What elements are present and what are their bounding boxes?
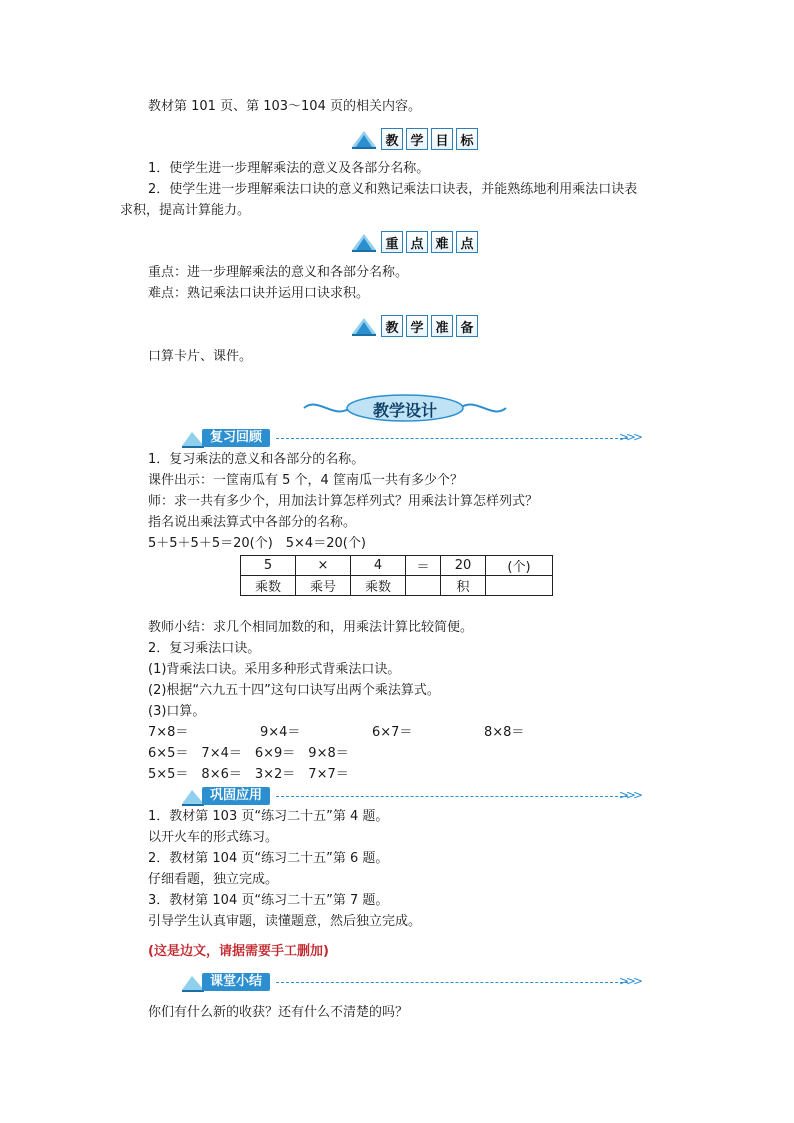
- practice-line: 3．教材第 104 页“练习二十五”第 7 题。: [148, 893, 389, 908]
- table-cell: ×: [296, 556, 351, 576]
- section-header-goals: [350, 126, 481, 152]
- table-cell: 积: [441, 576, 486, 596]
- review-line: 2．复习乘法口诀。: [148, 641, 261, 656]
- header-char: 准: [431, 315, 453, 337]
- table-cell: 乘号: [296, 576, 351, 596]
- header-char: 目: [431, 128, 453, 150]
- review-line: 指名说出乘法算式中各部分的名称。: [148, 515, 357, 530]
- section-header-key-points: [350, 229, 481, 255]
- section-review: [180, 428, 640, 450]
- practice-line: 1．教材第 103 页“练习二十五”第 4 题。: [148, 809, 389, 824]
- table-cell: 20: [441, 556, 486, 576]
- header-char: 难: [431, 231, 453, 253]
- calc-row: 5×5＝ 8×6＝ 3×2＝ 7×7＝: [148, 767, 349, 782]
- table-cell: (个): [486, 556, 553, 576]
- summary-line: 你们有什么新的收获？还有什么不清楚的吗？: [148, 1005, 409, 1020]
- section-summary: [180, 972, 640, 994]
- review-line: 教师小结：求几个相同加数的和，用乘法计算比较简便。: [148, 620, 474, 635]
- multiplication-parts-table: [240, 555, 553, 596]
- practice-line: 2．教材第 104 页“练习二十五”第 6 题。: [148, 851, 389, 866]
- table-cell: 5: [241, 556, 296, 576]
- review-line: (1)背乘法口诀。采用多种形式背乘法口诀。: [148, 662, 401, 677]
- header-char: 点: [406, 231, 428, 253]
- practice-line: 以开火车的形式练习。: [148, 830, 279, 845]
- practice-line: 仔细看题，独立完成。: [148, 872, 279, 887]
- review-line: 1．复习乘法的意义和各部分的名称。: [148, 452, 365, 467]
- table-cell: ＝: [406, 556, 441, 576]
- header-char: 学: [406, 315, 428, 337]
- table-cell: 乘数: [241, 576, 296, 596]
- header-char: 重: [381, 231, 403, 253]
- calc-item: 8×8＝: [484, 725, 525, 740]
- section-practice: [180, 786, 640, 808]
- prep-text: 口算卡片、课件。: [148, 349, 253, 364]
- book-icon: [350, 127, 378, 151]
- review-line: (2)根据“六九五十四”这句口诀写出两个乘法算式。: [148, 683, 440, 698]
- practice-line: 引导学生认真审题，读懂题意，然后独立完成。: [148, 914, 422, 929]
- calc-item: 9×4＝: [260, 725, 301, 740]
- section-header-prep: [350, 313, 481, 339]
- dashed-divider: [276, 438, 628, 439]
- goal-line: 1．使学生进一步理解乘法的意义及各部分名称。: [148, 161, 430, 176]
- table-cell: 乘数: [351, 576, 406, 596]
- calc-row: 6×5＝ 7×4＝ 6×9＝ 9×8＝: [148, 746, 349, 761]
- dashed-divider: [276, 796, 628, 797]
- arrow-icon: >>>: [618, 430, 640, 444]
- review-line: 课件出示：一筐南瓜有 5 个，4 筐南瓜一共有多少个？: [148, 473, 463, 488]
- header-char: 备: [456, 315, 478, 337]
- dashed-divider: [276, 982, 628, 983]
- design-banner: [300, 392, 510, 424]
- review-line: 师：求一共有多少个，用加法计算怎样列式？用乘法计算怎样列式？: [148, 494, 539, 509]
- goal-line: 2．使学生进一步理解乘法口诀的意义和熟记乘法口诀表，并能熟练地利用乘法口诀表: [148, 182, 638, 197]
- section-tag: 巩固应用: [202, 787, 270, 805]
- key-line: 难点：熟记乘法口诀并运用口诀求积。: [148, 286, 370, 301]
- header-char: 教: [381, 315, 403, 337]
- review-line: (3)口算。: [148, 704, 206, 719]
- key-line: 重点：进一步理解乘法的意义和各部分名称。: [148, 265, 409, 280]
- goal-line: 求积，提高计算能力。: [120, 203, 251, 218]
- review-line: 5＋5＋5＋5＝20(个) 5×4＝20(个): [148, 536, 366, 551]
- calc-item: 6×7＝: [372, 725, 413, 740]
- header-char: 点: [456, 231, 478, 253]
- section-tag: 复习回顾: [202, 429, 270, 447]
- section-tag: 课堂小结: [202, 973, 270, 991]
- margin-note: (这是边文，请据需要手工删加): [148, 944, 329, 959]
- header-char: 标: [456, 128, 478, 150]
- intro-text: 教材第 101 页、第 103～104 页的相关内容。: [148, 99, 421, 114]
- header-char: 学: [406, 128, 428, 150]
- table-cell: [406, 576, 441, 596]
- book-icon: [350, 230, 378, 254]
- table-cell: [486, 576, 553, 596]
- table-cell: 4: [351, 556, 406, 576]
- calc-item: 7×8＝: [148, 725, 189, 740]
- arrow-icon: >>>: [618, 974, 640, 988]
- design-banner-title: 教学设计: [372, 401, 437, 420]
- header-char: 教: [381, 128, 403, 150]
- book-icon: [350, 314, 378, 338]
- arrow-icon: >>>: [618, 788, 640, 802]
